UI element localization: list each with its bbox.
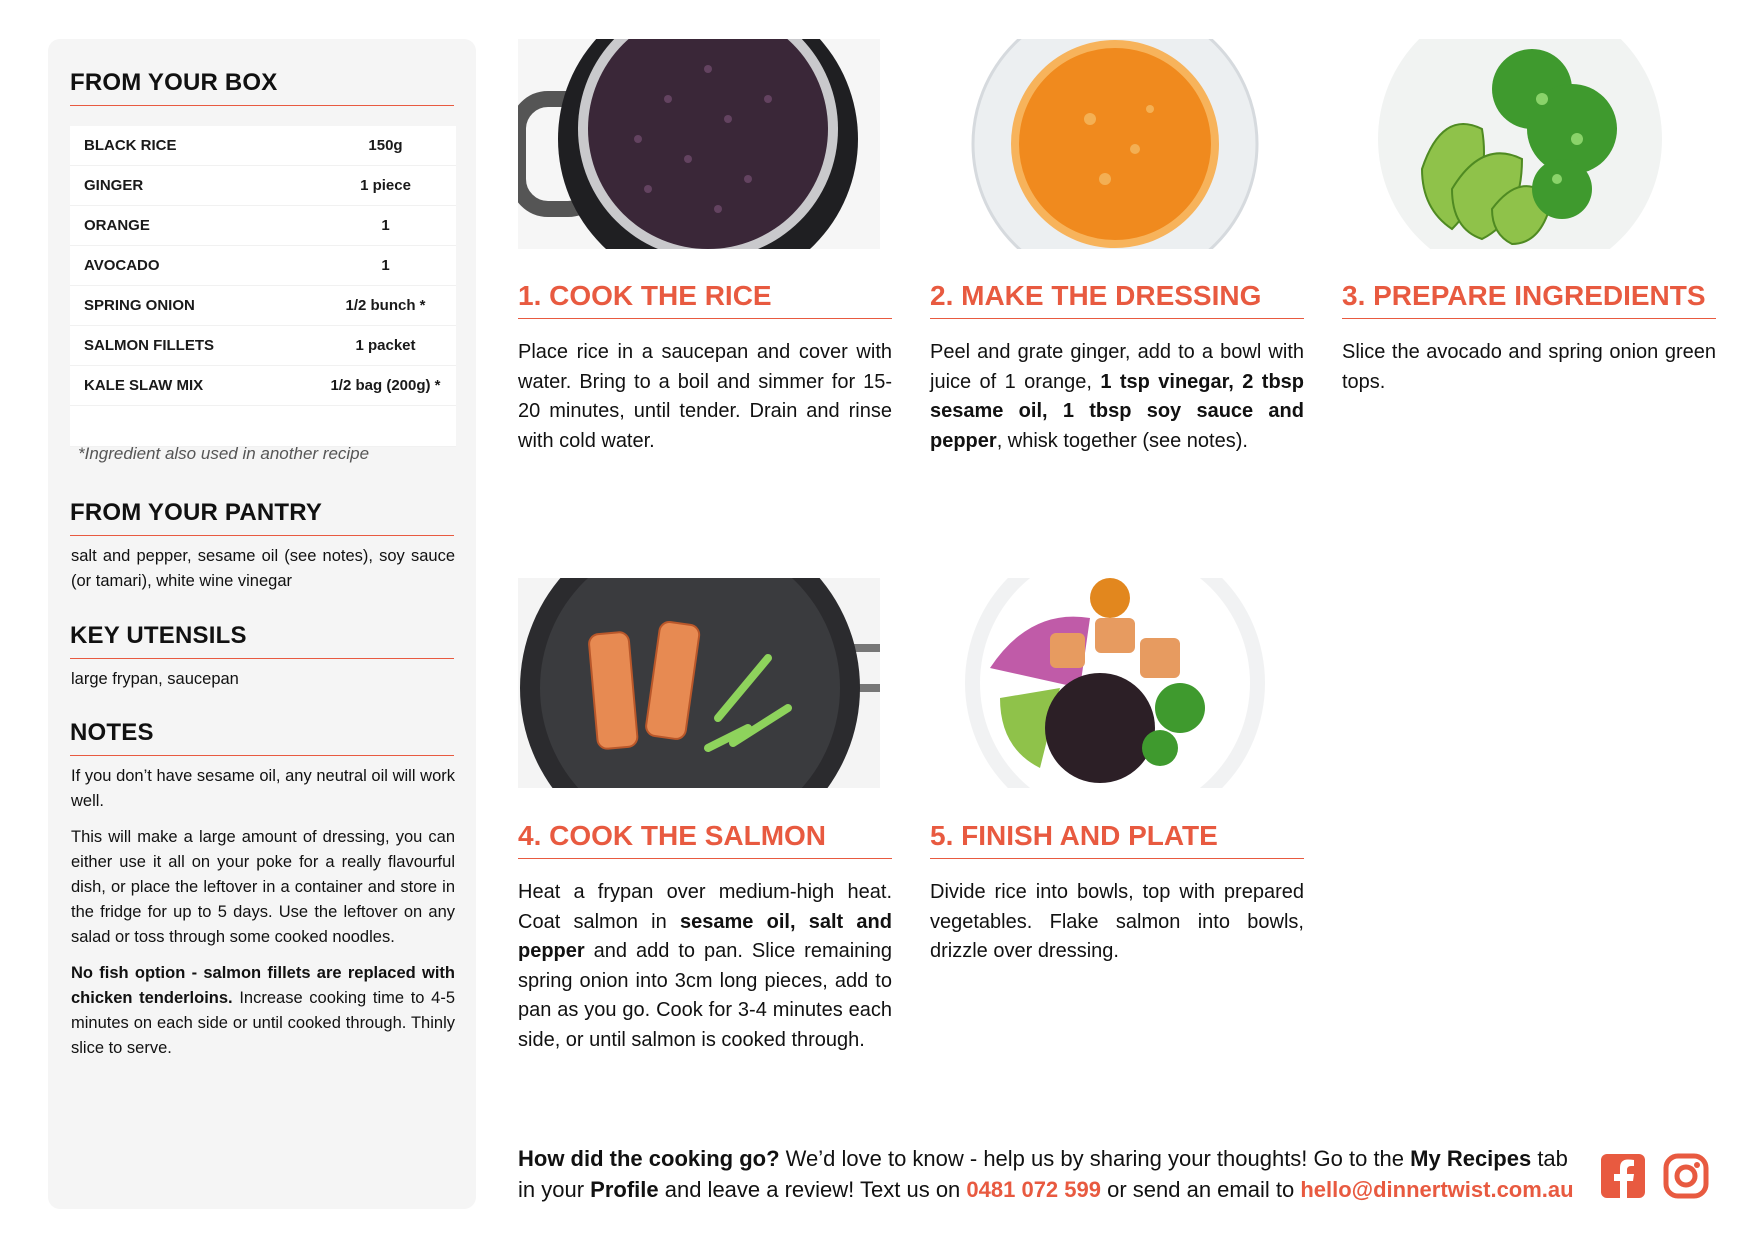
notes-body (71, 764, 455, 1072)
instagram-icon[interactable] (1663, 1153, 1711, 1201)
ingredient-qty: 1 packet (315, 326, 456, 366)
profile-link[interactable]: Profile (590, 1177, 659, 1202)
step-3-photo-avocado-onion (1342, 39, 1704, 249)
feedback-footer: How did the cooking go? We’d love to know - help us by sharing your thoughts! Go to the My Recipes tab in your Profile and leave a review! Text us on 0481 072 599 or send an email to hello@dinnertwist.com.au (518, 1146, 1574, 1202)
table-row (70, 126, 456, 166)
ingredient-name: ORANGE (70, 206, 315, 246)
utensils-text: large frypan, saucepan (71, 670, 239, 688)
ingredient-name: KALE SLAW MIX (70, 366, 315, 406)
my-recipes-link[interactable]: My Recipes (1410, 1146, 1532, 1171)
note-bold: No fish option - salmon fillets are replaced with chicken tenderloins. (71, 964, 455, 1007)
step-1-photo-black-rice (518, 39, 880, 249)
step-5-text: Divide rice into bowls, top with prepared vegetables. Flake salmon into bowls, drizzle over dressing. (930, 881, 1304, 962)
step-5-title: 5. FINISH AND PLATE (930, 820, 1304, 859)
ingredient-qty: 1 (315, 206, 456, 246)
ingredient-qty: 1/2 bag (200g) * (315, 366, 456, 406)
table-row (70, 326, 456, 366)
facebook-icon[interactable] (1600, 1153, 1648, 1201)
step-2-title: 2. MAKE THE DRESSING (930, 280, 1304, 319)
ingredient-qty: 150g (315, 126, 456, 166)
note-paragraph: This will make a large amount of dressing, you can either use it all on your poke for a really flavourful dish, or place the leftover in a container and store in the fridge for up to 5 days. Use the leftover on any salad or toss through some cooked noodles. (71, 828, 455, 946)
table-row-empty (70, 406, 456, 447)
step-1-title: 1. COOK THE RICE (518, 280, 892, 319)
notes-heading: NOTES (70, 719, 454, 756)
ingredient-name: SALMON FILLETS (70, 326, 315, 366)
ingredient-footnote: *Ingredient also used in another recipe (78, 444, 370, 463)
ingredient-qty: 1/2 bunch * (315, 286, 456, 326)
step-2-text: Peel and grate ginger, add to a bowl with juice of 1 orange, 1 tsp vinegar, 2 tbsp sesame oil, 1 tbsp soy sauce and pepper, whisk together (see notes). (930, 341, 1304, 452)
step-3-title: 3. PREPARE INGREDIENTS (1342, 280, 1716, 319)
utensils-heading: KEY UTENSILS (70, 622, 454, 659)
ingredient-qty: 1 piece (315, 166, 456, 206)
step-4-photo-salmon-pan (518, 578, 880, 788)
table-row (70, 286, 456, 326)
table-row (70, 206, 456, 246)
table-row (70, 246, 456, 286)
table-row (70, 366, 456, 406)
ingredient-qty: 1 (315, 246, 456, 286)
phone-link[interactable]: 0481 072 599 (966, 1177, 1101, 1202)
step-5-photo-plated-bowl (930, 578, 1292, 788)
ingredients-table (70, 126, 456, 447)
step-4-bold: sesame oil, salt and pepper (518, 910, 892, 962)
ingredient-name: BLACK RICE (70, 126, 315, 166)
note-paragraph: If you don’t have sesame oil, any neutral oil will work well. (71, 767, 455, 810)
sidebar (48, 39, 476, 1209)
note-paragraph (71, 961, 455, 1061)
step-2-bold: 1 tsp vinegar, 2 tbsp sesame oil, 1 tbsp soy sauce and pepper (930, 370, 1304, 452)
step-4-title: 4. COOK THE SALMON (518, 820, 892, 859)
from-your-box-heading: FROM YOUR BOX (70, 69, 454, 106)
table-row (70, 166, 456, 206)
ingredient-name: SPRING ONION (70, 286, 315, 326)
step-4-text: Heat a frypan over medium-high heat. Coat salmon in sesame oil, salt and pepper and add to pan. Slice remaining spring onion into 3cm long pieces, add to pan as you go. Cook for 3-4 minutes each side, or until salmon is cooked through. (518, 881, 892, 1051)
email-link[interactable]: hello@dinnertwist.com.au (1300, 1177, 1574, 1202)
step-1-text: Place rice in a saucepan and cover with water. Bring to a boil and simmer for 15-20 minutes, until tender. Drain and rinse with cold water. (518, 341, 892, 452)
pantry-heading: FROM YOUR PANTRY (70, 499, 454, 536)
step-3-text: Slice the avocado and spring onion green tops. (1342, 341, 1716, 393)
pantry-text: salt and pepper, sesame oil (see notes), soy sauce (or tamari), white wine vinegar (71, 547, 455, 590)
ingredient-name: GINGER (70, 166, 315, 206)
ingredient-name: AVOCADO (70, 246, 315, 286)
step-2-photo-dressing (930, 39, 1292, 249)
note-rest: Increase cooking time to 4-5 minutes on each side or until cooked through. Thinly slice to serve. (71, 989, 456, 1057)
